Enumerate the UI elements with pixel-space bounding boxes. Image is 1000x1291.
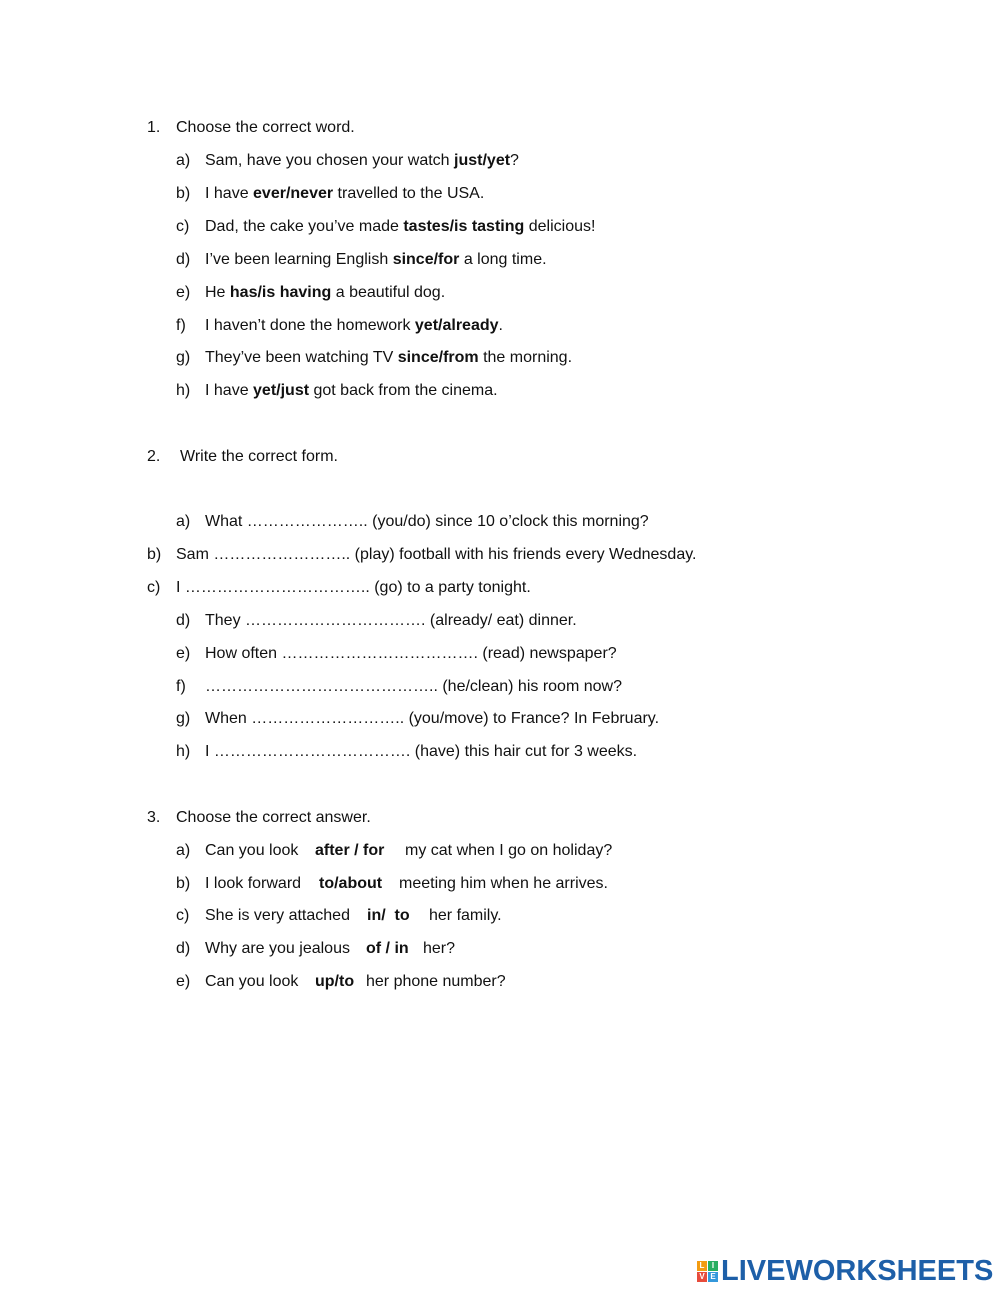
- item-bold-choice: since/for: [392, 251, 460, 268]
- item-post: her?: [423, 940, 456, 957]
- item-pre: Sam, have you chosen your watch: [205, 152, 455, 169]
- item-text: I ………………………………. (have) this hair cut for 3 weeks.: [205, 743, 638, 760]
- item-pre: I have: [205, 382, 254, 399]
- item-bold-choice: tastes/is tasting: [403, 218, 525, 235]
- item-text: How often ………………………………. (read) newspaper?: [205, 645, 617, 662]
- item-post: meeting him when he arrives.: [399, 875, 608, 892]
- item-bold-choice: yet/already: [414, 317, 499, 334]
- section-2-number: 2.: [147, 448, 161, 465]
- item-label: h): [176, 743, 191, 760]
- item-bold-choice: up/to: [315, 973, 355, 990]
- item-label: d): [176, 612, 191, 629]
- item-bold-choice: to/about: [319, 875, 383, 892]
- item-bold-choice: just/yet: [454, 152, 511, 169]
- section-3-number: 3.: [147, 809, 161, 826]
- item-post: delicious!: [524, 218, 596, 235]
- item-text: When ……………………….. (you/move) to France? In February.: [205, 710, 660, 727]
- logo-blocks-icon: [697, 1261, 718, 1282]
- item-post: a beautiful dog.: [331, 284, 446, 301]
- item-text: [205, 217, 595, 237]
- item-pre: Can you look: [205, 842, 299, 859]
- item-post: my cat when I go on holiday?: [405, 842, 613, 859]
- logo-block: L: [697, 1261, 707, 1271]
- item-post: the morning.: [478, 349, 573, 366]
- item-pre: I look forward: [205, 875, 302, 892]
- item-post: a long time.: [459, 251, 547, 268]
- item-pre: I have: [205, 185, 254, 202]
- item-post: ?: [510, 152, 519, 169]
- item-pre: Can you look: [205, 973, 299, 990]
- item-bold-choice: in/ to: [367, 907, 410, 924]
- section-1-number: 1.: [147, 119, 161, 136]
- item-post: travelled to the USA.: [333, 185, 485, 202]
- item-bold-choice: since/from: [397, 349, 479, 366]
- item-post: got back from the cinema.: [309, 382, 498, 399]
- item-post: .: [498, 317, 503, 334]
- item-pre: Dad, the cake you’ve made: [205, 218, 404, 235]
- liveworksheets-logo: [697, 1256, 993, 1286]
- item-pre: They’ve been watching TV: [205, 349, 398, 366]
- item-text: …………………………………….. (he/clean) his room now?: [205, 678, 622, 695]
- item-pre: Why are you jealous: [205, 940, 350, 957]
- section-1-title: Choose the correct word.: [176, 119, 355, 136]
- item-bold-choice: ever/never: [253, 185, 334, 202]
- item-label: c): [176, 907, 190, 924]
- section-2-title: Write the correct form.: [180, 448, 338, 465]
- item-text: Sam …………………….. (play) football with his friends every Wednesday.: [176, 546, 697, 563]
- item-text: [205, 316, 503, 336]
- item-pre: I’ve been learning English: [205, 251, 393, 268]
- item-bold-choice: after / for: [315, 842, 385, 859]
- item-pre: He: [205, 284, 230, 301]
- logo-block: E: [708, 1272, 718, 1282]
- item-text: What ………………….. (you/do) since 10 o’clock this morning?: [205, 513, 649, 530]
- item-text: [205, 381, 498, 401]
- item-post: her family.: [429, 907, 502, 924]
- item-text: [205, 151, 519, 171]
- item-bold-choice: has/is having: [229, 284, 332, 301]
- logo-text: LIVEWORKSHEETS: [721, 1254, 994, 1287]
- item-label: d): [176, 940, 191, 957]
- item-pre: I haven’t done the homework: [205, 317, 415, 334]
- item-label: b): [176, 185, 191, 202]
- item-text: [205, 250, 547, 270]
- item-label: e): [176, 284, 191, 301]
- item-text: I …………………………….. (go) to a party tonight.: [176, 579, 531, 596]
- item-label: f): [176, 317, 186, 334]
- item-post: her phone number?: [366, 973, 506, 990]
- item-label: h): [176, 382, 191, 399]
- item-label: a): [176, 513, 191, 530]
- item-label: g): [176, 710, 191, 727]
- item-text: [205, 283, 445, 303]
- item-label: e): [176, 973, 191, 990]
- item-text: They ……………………………. (already/ eat) dinner.: [205, 612, 577, 629]
- item-bold-choice: of / in: [366, 940, 409, 957]
- item-label: a): [176, 152, 191, 169]
- item-label: f): [176, 678, 186, 695]
- logo-block: V: [697, 1272, 707, 1282]
- item-label: c): [147, 579, 161, 596]
- item-pre: She is very attached: [205, 907, 350, 924]
- item-label: e): [176, 645, 191, 662]
- item-text: [205, 348, 572, 368]
- item-bold-choice: yet/just: [253, 382, 310, 399]
- item-label: c): [176, 218, 190, 235]
- item-label: b): [147, 546, 162, 563]
- item-text: [205, 184, 484, 204]
- section-3-title: Choose the correct answer.: [176, 809, 371, 826]
- item-label: a): [176, 842, 191, 859]
- item-label: d): [176, 251, 191, 268]
- item-label: b): [176, 875, 191, 892]
- item-label: g): [176, 349, 191, 366]
- logo-block: I: [708, 1261, 718, 1271]
